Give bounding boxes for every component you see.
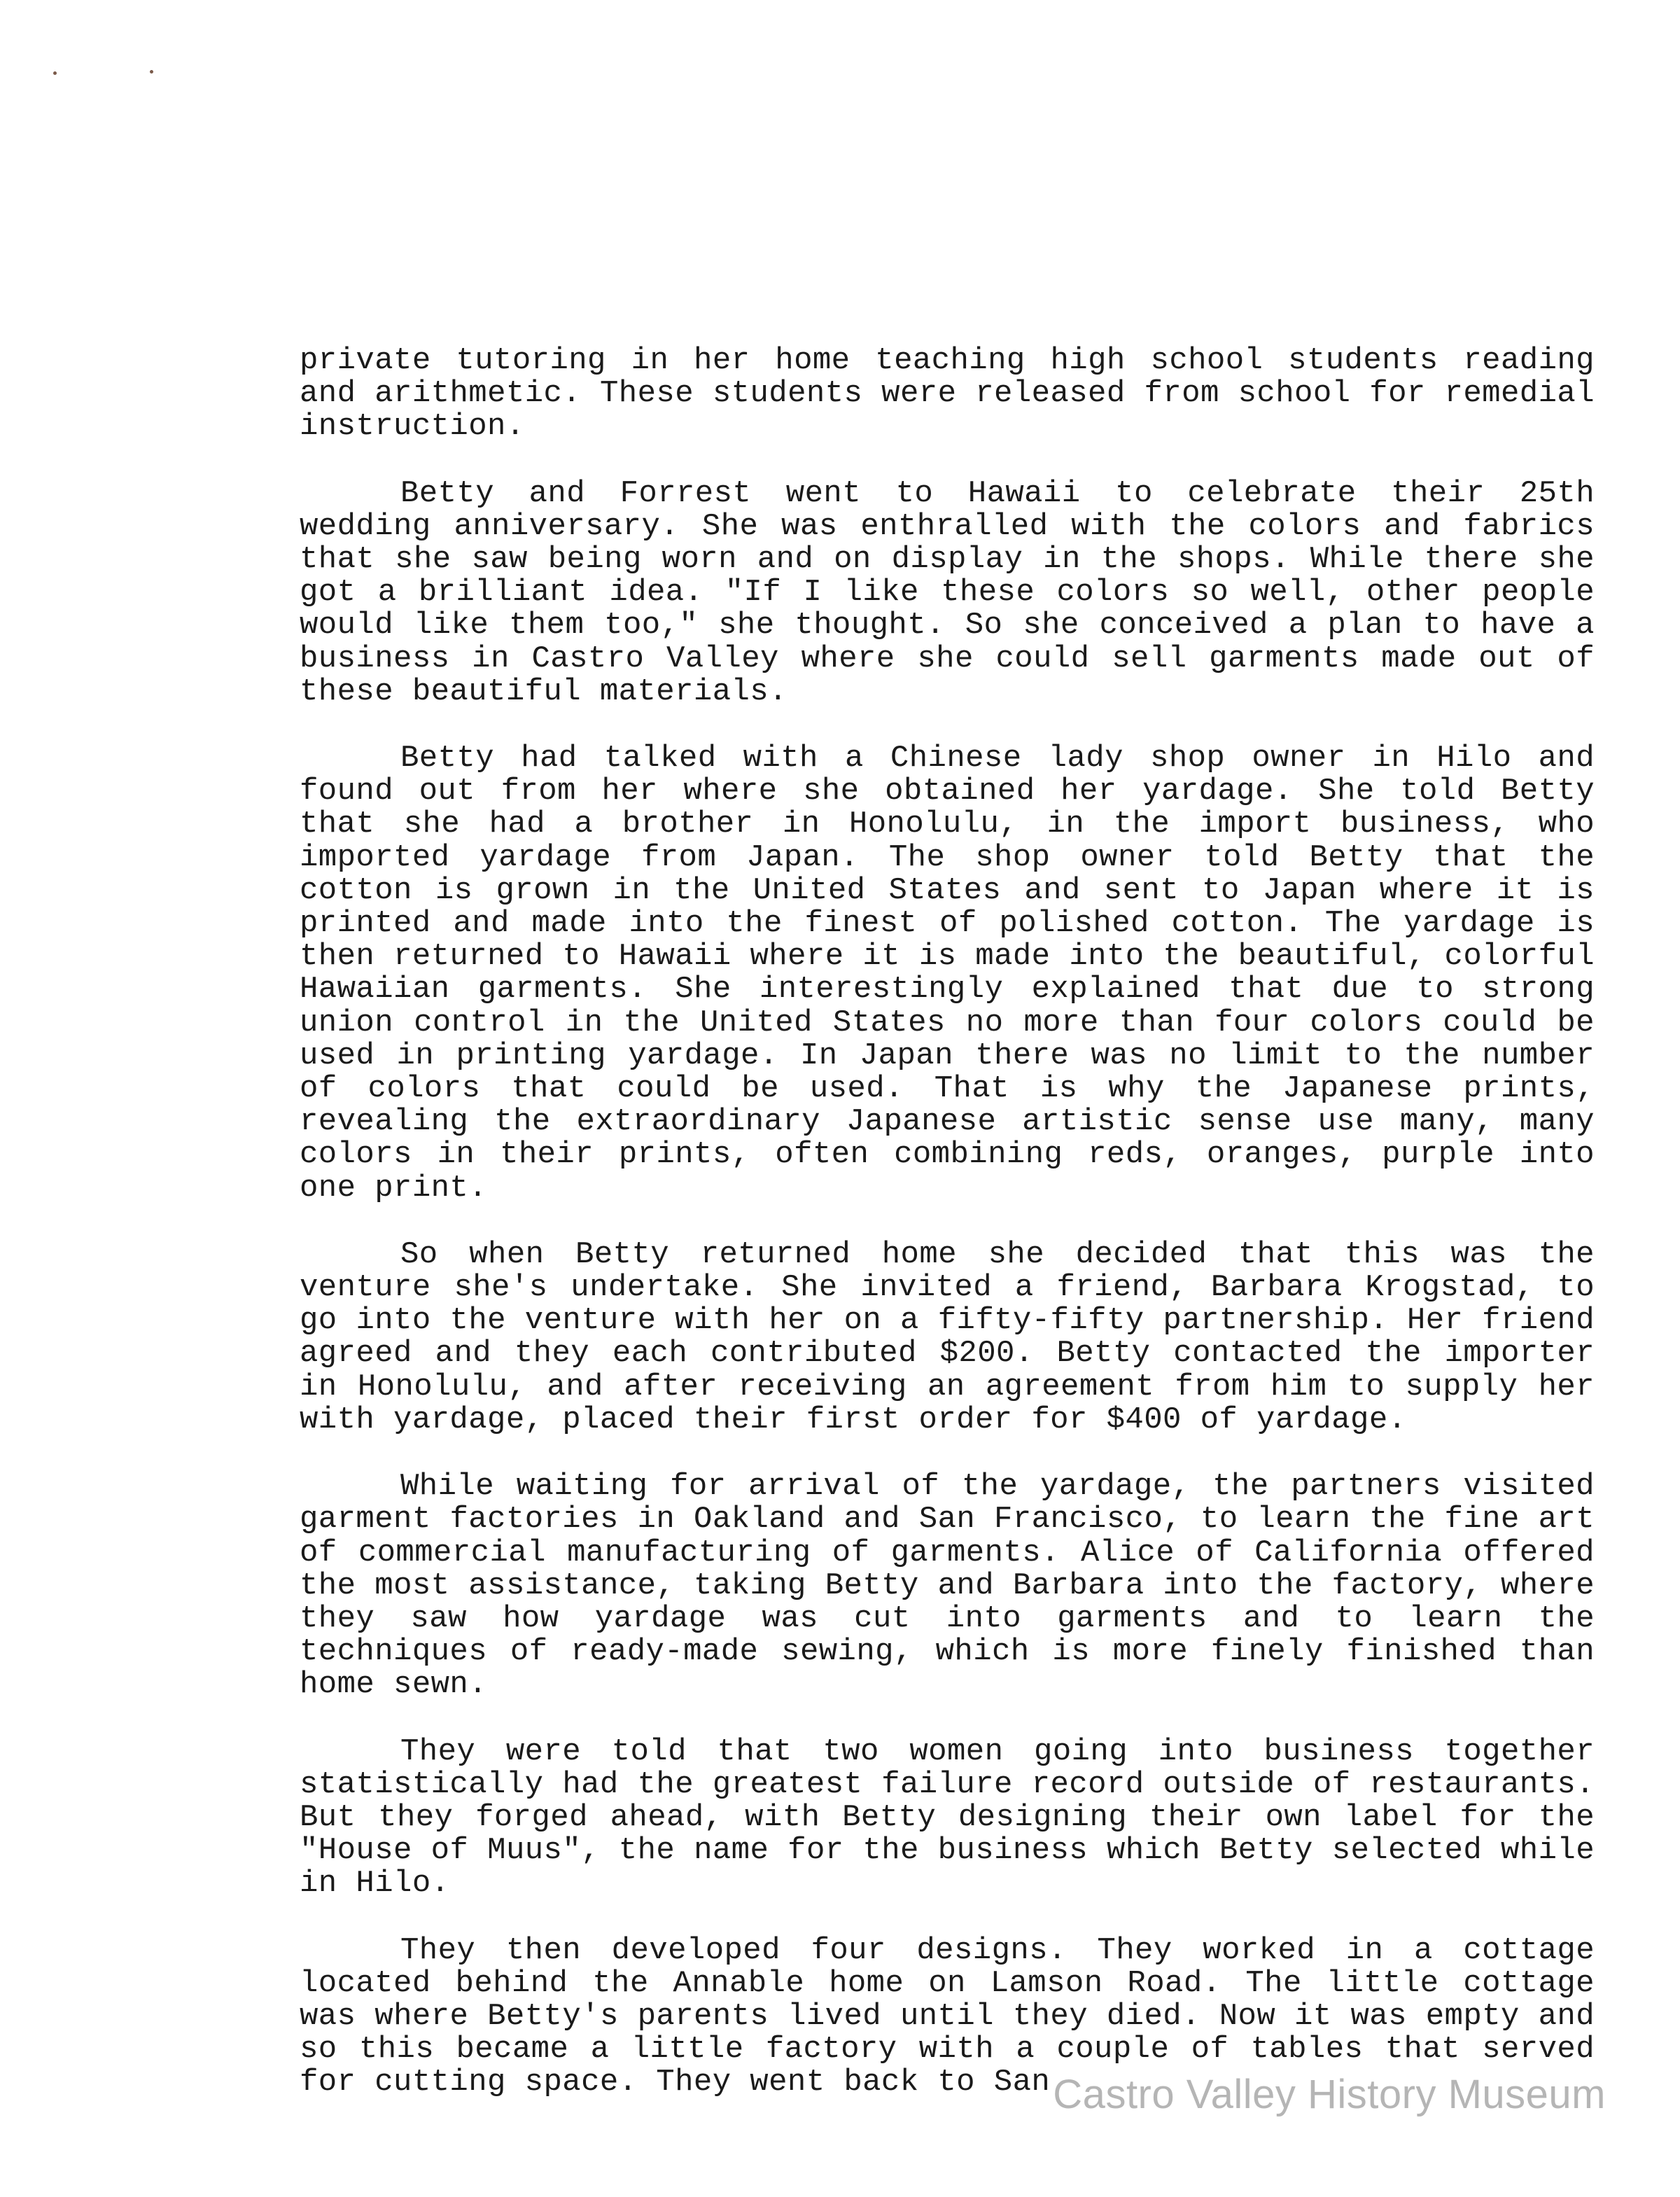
paragraph-partnership: So when Betty returned home she decided that this was the venture she's undertake. She invited a friend, Barbara Krogstad, to go into the venture with her on a fifty-fifty partnership. Her friend agreed and they each contributed $200. Betty contacted the importer in Honolulu, and after receiving an agreement from him to supply her with yardage, placed their first order for $400 of yardage.	[300, 1236, 1595, 1437]
paragraph-house-of-muus: They were told that two women going into business together statistically had the greatest failure record outside of restaurants. But they forged ahead, with Betty designing their own label for the "House of Muus", the name for the business which Betty selected while in Hilo.	[300, 1734, 1595, 1902]
paper-speck	[150, 70, 153, 74]
paragraph-hawaii-trip: Betty and Forrest went to Hawaii to celebrate their 25th wedding anniversary. She was enthralled with the colors and fabrics that she saw being worn and on display in the shops. While there she got a brilliant idea. "If I like these colors so well, other people would like them too," she thought. So she conceived a plan to have a business in Castro Valley where she could sell garments made out of these beautiful materials.	[300, 475, 1595, 709]
paragraph-hilo-shop-owner: Betty had talked with a Chinese lady shop owner in Hilo and found out from her where she obtained her yardage. She told Betty that she had a brother in Honolulu, in the import business, who imported yardage from Japan. The shop owner told Betty that the cotton is grown in the United States and sent to Japan where it is printed and made into the finest of polished cotton. The yardage is then returned to Hawaii where it is made into the beautiful, colorful Hawaiian garments. She interestingly explained that due to strong union control in the United States no more than four colors could be used in printing yardage. In Japan there was no limit to the number of colors that could be used. That is why the Japanese prints, revealing the extraordinary Japanese artistic sense use many, many colors in their prints, often combining reds, oranges, purple into one print.	[300, 741, 1595, 1206]
paragraph-garment-factories: While waiting for arrival of the yardage, the partners visited garment factories in Oakland and San Francisco, to learn the fine art of commercial manufacturing of garments. Alice of California offered the most assistance, taking Betty and Barbara into the factory, where they saw how yardage was cut into garments and to learn the techniques of ready-made sewing, which is more finely finished than home sewn.	[300, 1469, 1595, 1703]
document-body	[300, 344, 1595, 2133]
paper-speck	[53, 71, 57, 75]
paragraph-cottage-factory: They then developed four designs. They worked in a cottage located behind the Annable home on Lamson Road. The little cottage was where Betty's parents lived until they died. Now it was empty and so this became a little factory with a couple of tables that served for cutting space. They went back to San	[300, 1932, 1595, 2100]
paragraph-tutoring: private tutoring in her home teaching high school students reading and arithmetic. These students were released from school for remedial instruction.	[300, 343, 1595, 445]
museum-watermark: Castro Valley History Museum	[1053, 2072, 1606, 2117]
